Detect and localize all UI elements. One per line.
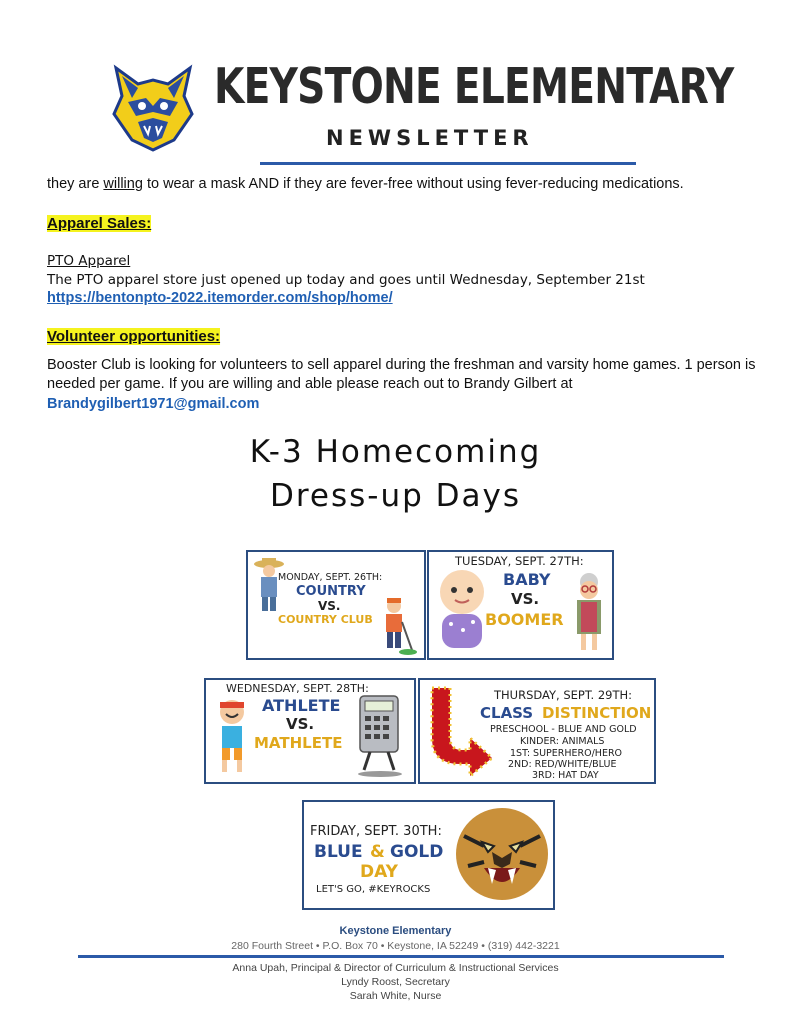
footer-address: 280 Fourth Street • P.O. Box 70 • Keystone, IA 52249 • (319) 442-3221 bbox=[231, 940, 560, 952]
pto-apparel-label: PTO Apparel bbox=[47, 253, 131, 269]
pto-apparel-link[interactable]: https://bentonpto-2022.itemorder.com/shop/home/ bbox=[47, 290, 393, 306]
mask-line-end: to wear a mask AND if they are fever-free without using fever-reducing medications. bbox=[142, 176, 684, 192]
volunteer-text-line2: needed per game. If you are willing and able please reach out to Brandy Gilbert at bbox=[47, 376, 573, 392]
mask-line-start: they are bbox=[47, 176, 104, 192]
thursday-line-second: 2ND: RED/WHITE/BLUE bbox=[508, 759, 617, 770]
monday-word2: COUNTRY CLUB bbox=[278, 613, 373, 626]
newsletter-title: NEWSLETTER bbox=[326, 126, 534, 150]
footer-divider bbox=[78, 955, 724, 958]
dressup-title-line2: Dress-up Days bbox=[269, 478, 522, 514]
thursday-card bbox=[418, 678, 656, 784]
calculator-icon bbox=[352, 692, 410, 778]
wednesday-vs: VS. bbox=[286, 715, 315, 733]
footer-staff-principal: Anna Upah, Principal & Director of Curriculum & Instructional Services bbox=[232, 962, 559, 974]
mask-line-emphasis: willing bbox=[103, 176, 143, 192]
friday-word3: DAY bbox=[360, 862, 398, 882]
monday-vs: VS. bbox=[318, 599, 341, 613]
pto-apparel-text: The PTO apparel store just opened up today and goes until Wednesday, September 21st bbox=[47, 272, 645, 288]
footer-school-name: Keystone Elementary bbox=[339, 925, 452, 937]
thursday-line-first: 1ST: SUPERHERO/HERO bbox=[510, 748, 623, 759]
wednesday-word2: MATHLETE bbox=[254, 734, 343, 752]
wednesday-word1: ATHLETE bbox=[262, 696, 341, 715]
volunteer-text-line1: Booster Club is looking for volunteers to sell apparel during the freshman and varsity home games. 1 person is bbox=[47, 357, 756, 373]
arrow-icon bbox=[426, 684, 496, 778]
grandma-icon bbox=[569, 572, 609, 656]
tuesday-word2: BOOMER bbox=[485, 610, 564, 629]
thursday-line-preschool: PRESCHOOL - BLUE AND GOLD bbox=[490, 724, 637, 735]
golfer-icon bbox=[378, 596, 418, 656]
tuesday-word1: BABY bbox=[503, 570, 551, 589]
volunteer-heading: Volunteer opportunities: bbox=[47, 328, 221, 345]
header-divider bbox=[260, 162, 636, 165]
volunteer-email-link[interactable]: Brandygilbert1971@gmail.com bbox=[47, 396, 260, 412]
monday-card bbox=[246, 550, 426, 660]
thursday-date: THURSDAY, SEPT. 29TH: bbox=[494, 688, 632, 702]
wednesday-card bbox=[204, 678, 416, 784]
friday-date: FRIDAY, SEPT. 30TH: bbox=[310, 824, 442, 839]
thursday-word2: DISTINCTION bbox=[542, 704, 652, 722]
friday-word1: BLUE bbox=[314, 842, 363, 862]
thursday-line-third: 3RD: HAT DAY bbox=[532, 770, 599, 781]
footer-staff-nurse: Sarah White, Nurse bbox=[349, 990, 442, 1002]
mask-policy-line bbox=[47, 176, 684, 192]
thursday-line-kinder: KINDER: ANIMALS bbox=[520, 736, 605, 747]
wednesday-date: WEDNESDAY, SEPT. 28TH: bbox=[226, 682, 369, 695]
apparel-sales-heading: Apparel Sales: bbox=[47, 215, 152, 232]
footer-staff-secretary: Lyndy Roost, Secretary bbox=[341, 976, 450, 988]
dressup-title-line1: K-3 Homecoming bbox=[249, 434, 542, 470]
school-name: KEYSTONE ELEMENTARY bbox=[214, 58, 734, 115]
thursday-word1: CLASS bbox=[480, 704, 534, 722]
friday-card bbox=[302, 800, 555, 910]
baby-icon bbox=[433, 566, 491, 652]
farmer-icon bbox=[252, 556, 286, 614]
monday-date: MONDAY, SEPT. 26TH: bbox=[278, 572, 383, 583]
friday-hashtag: LET'S GO, #KEYROCKS bbox=[316, 884, 431, 895]
friday-word2: GOLD bbox=[390, 842, 444, 862]
tuesday-date: TUESDAY, SEPT. 27TH: bbox=[455, 554, 584, 568]
wildcat-mascot-icon bbox=[108, 62, 198, 152]
tiger-icon bbox=[454, 806, 550, 902]
monday-word1: COUNTRY bbox=[296, 584, 366, 599]
athlete-icon bbox=[210, 696, 256, 776]
friday-amp: & bbox=[370, 842, 385, 862]
tuesday-vs: VS. bbox=[511, 590, 540, 608]
tuesday-card bbox=[427, 550, 614, 660]
